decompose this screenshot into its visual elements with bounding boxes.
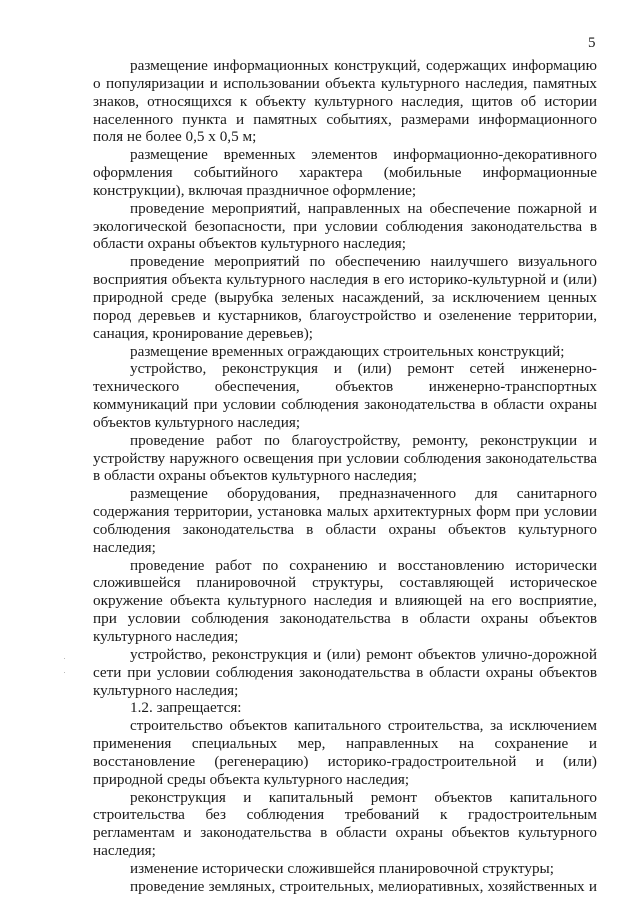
paragraph: проведение мероприятий по обеспечению наилучшего визуального восприятия объекта культурного наследия в его историко-культурной и (или) природной среде (вырубка зеленых насаждений, за исключением ценных пород деревьев и кустарников, благоустройство и озеленение территории, санация, кронирование деревьев); (93, 253, 597, 342)
paragraph: размещение временных элементов информационно-декоративного оформления событийного характера (мобильные информационные конструкции), включая праздничное оформление; (93, 146, 597, 199)
paragraph: проведение работ по благоустройству, ремонту, реконструкции и устройству наружного освещения при условии соблюдения законодательства в области охраны объектов культурного наследия; (93, 431, 597, 485)
paragraph: строительство объектов капитального строительства, за исключением применения специальных мер, направленных на сохранение и восстановление (регенерацию) историко-градостроительной и (или) природной среды объекта культурного наследия; (93, 717, 597, 788)
paragraph: проведение мероприятий, направленных на обеспечение пожарной и экологической безопасности, при условии соблюдения законодательства в области охраны объектов культурного наследия; (93, 199, 597, 253)
paragraph: реконструкция и капитальный ремонт объектов капитального строительства без соблюдения требований к градостроительным регламентам и законодательства в области охраны объектов культурного наследия; (93, 788, 597, 860)
paragraph: проведение земляных, строительных, мелиоративных, хозяйственных и (130, 877, 597, 895)
section-heading: 1.2. запрещается: (130, 699, 242, 717)
margin-mark (64, 658, 65, 659)
paragraph: изменение исторически сложившейся планировочной структуры; (130, 859, 554, 877)
paragraph: размещение временных ограждающих строительных конструкций; (130, 342, 565, 360)
paragraph: размещение информационных конструкций, содержащих информацию о популяризации и использовании объекта культурного наследия, памятных знаков, относящихся к объекту культурного наследия, щитов об истории населенного пункта и памятных событиях, размерами информационного поля не более 0,5 х 0,5 м; (93, 57, 597, 146)
margin-mark (64, 672, 65, 673)
paragraph: проведение работ по сохранению и восстановлению исторически сложившейся планировочной структуры, составляющей историческое окружение объекта культурного наследия и влияющей на его восприятие, при условии соблюдения законодательства в области охраны объектов культурного наследия; (93, 556, 597, 645)
paragraph: устройство, реконструкция и (или) ремонт объектов улично-дорожной сети при условии соблюдения законодательства в области охраны объектов культурного наследия; (93, 645, 597, 699)
document-body (93, 57, 597, 896)
paragraph: размещение оборудования, предназначенного для санитарного содержания территории, установка малых архитектурных форм при условии соблюдения законодательства в области охраны объектов культурного наследия; (93, 485, 597, 556)
page-number: 5 (588, 35, 596, 51)
paragraph: устройство, реконструкция и (или) ремонт сетей инженерно-технического обеспечения, объектов инженерно-транспортных коммуникаций при условии соблюдения законодательства в области охраны объектов культурного наследия; (93, 360, 597, 431)
